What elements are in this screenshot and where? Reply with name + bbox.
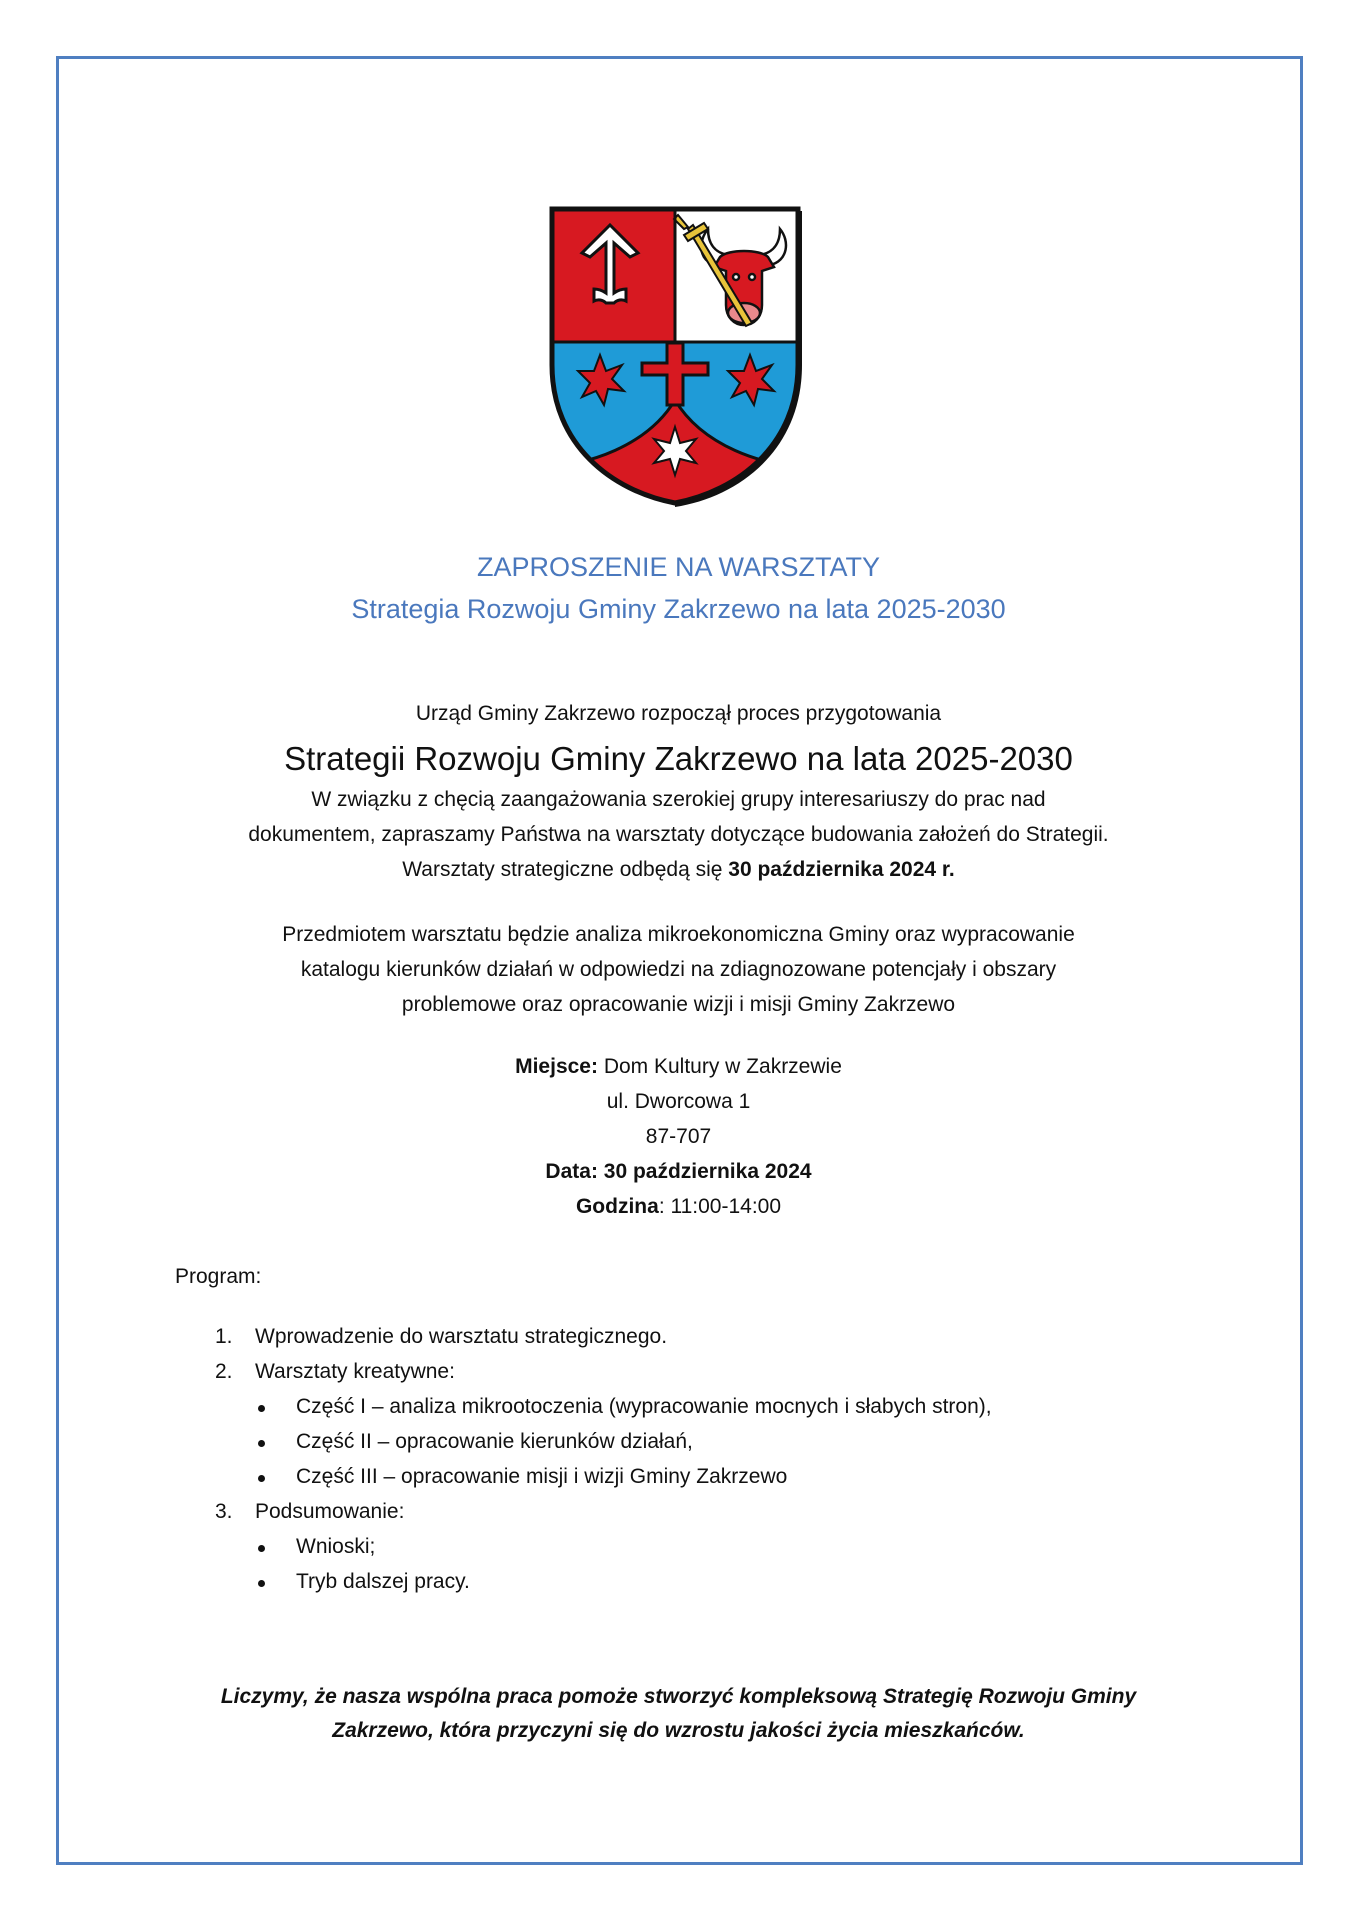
closing-line: Liczymy, że nasza wspólna praca pomoże stworzyć kompleksową Strategię Rozwoju Gminy	[220, 1685, 1137, 1708]
program-heading: Program:	[175, 1265, 262, 1288]
bullet-icon	[258, 1580, 265, 1587]
intro-text: Urząd Gminy Zakrzewo rozpoczął proces przygotowania	[415, 702, 942, 725]
list-number: 1.	[215, 1325, 233, 1348]
sub-list-item: Część III – opracowanie misji i wizji Gminy Zakrzewo	[296, 1465, 788, 1488]
page-title: ZAPROSZENIE NA WARSZTATY	[476, 552, 881, 582]
intro-paragraph-line: W związku z chęcią zaangażowania szerokiej grupy interesariuszy do prac nad	[311, 788, 1046, 811]
bullet-icon	[258, 1405, 265, 1412]
meeting-postal-code: 87-707	[645, 1125, 712, 1148]
closing-line: Zakrzewo, która przyczyni się do wzrostu jakości życia mieszkańców.	[332, 1719, 1025, 1742]
page-subtitle: Strategia Rozwoju Gminy Zakrzewo na lata 2025-2030	[351, 594, 1006, 624]
intro-paragraph-line: dokumentem, zapraszamy Państwa na warsztaty dotyczące budowania założeń do Strategii.	[248, 823, 1109, 846]
list-item: Warsztaty kreatywne:	[255, 1360, 455, 1383]
workshop-date: 30 października 2024 r.	[728, 858, 955, 881]
list-number: 2.	[215, 1360, 233, 1383]
list-item: Wprowadzenie do warsztatu strategicznego.	[255, 1325, 668, 1348]
list-item: Podsumowanie:	[255, 1500, 405, 1523]
bullet-icon	[258, 1475, 265, 1482]
meeting-street: ul. Dworcowa 1	[606, 1090, 751, 1113]
workshop-date-prefix: Warsztaty strategiczne odbędą się	[402, 858, 729, 881]
meeting-time-label: Godzina	[575, 1195, 659, 1218]
meeting-place-label: Miejsce:	[515, 1055, 598, 1078]
list-number: 3.	[215, 1500, 233, 1523]
workshop-date-line	[0, 858, 1357, 882]
bullet-icon	[258, 1440, 265, 1447]
sub-list-item: Część II – opracowanie kierunków działań,	[296, 1430, 693, 1453]
meeting-place	[0, 1055, 1357, 1079]
purpose-line: problemowe oraz opracowanie wizji i misji Gminy Zakrzewo	[401, 993, 956, 1016]
meeting-date	[0, 1160, 1357, 1184]
purpose-line: Przedmiotem warsztatu będzie analiza mikroekonomiczna Gminy oraz wypracowanie	[282, 923, 1075, 946]
sub-list-item: Część I – analiza mikrootoczenia (wypracowanie mocnych i słabych stron),	[296, 1395, 992, 1418]
strategy-heading: Strategii Rozwoju Gminy Zakrzewo na lata 2025-2030	[284, 740, 1073, 777]
purpose-line: katalogu kierunków działań w odpowiedzi na zdiagnozowane potencjały i obszary	[300, 958, 1057, 981]
meeting-time	[0, 1195, 1357, 1219]
sub-list-item: Wnioski;	[296, 1535, 376, 1558]
coat-of-arms-icon	[548, 205, 802, 507]
meeting-time-value: : 11:00-14:00	[658, 1195, 782, 1218]
sub-list-item: Tryb dalszej pracy.	[296, 1570, 470, 1593]
meeting-date-label: Data: 30 października 2024	[545, 1160, 812, 1183]
bullet-icon	[258, 1545, 265, 1552]
meeting-place-value: Dom Kultury w Zakrzewie	[597, 1055, 842, 1078]
